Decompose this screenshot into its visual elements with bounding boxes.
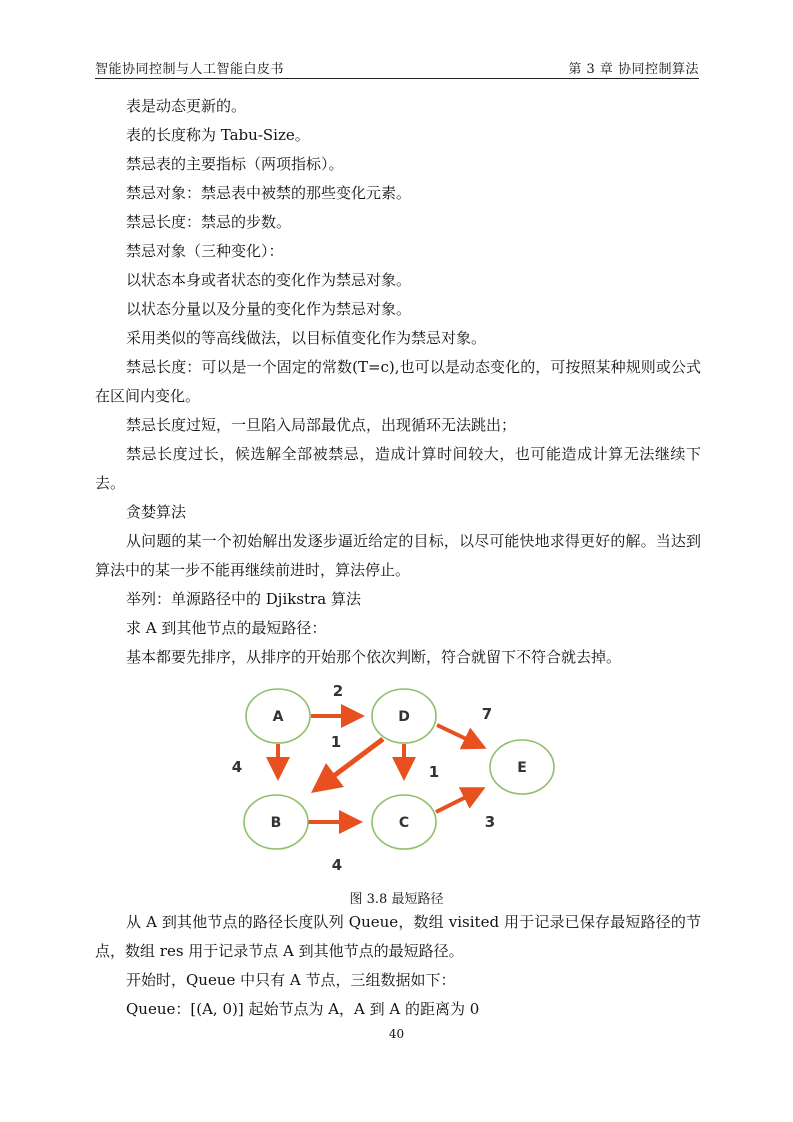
svg-text:A: A (272, 709, 284, 725)
weight-d-e: 7 (481, 705, 493, 723)
paragraph: 基本都要先排序，从排序的开始那个依次判断，符合就留下不符合就去掉。 (126, 648, 622, 666)
node-c (372, 795, 436, 849)
paragraph: 开始时，Queue 中只有 A 节点，三组数据如下： (126, 971, 456, 989)
paragraph: 禁忌对象：禁忌表中被禁的那些变化元素。 (126, 184, 412, 202)
weight-a-d: 2 (332, 682, 344, 700)
body-text-bottom (95, 908, 701, 1024)
node-a (246, 689, 310, 743)
chapter-title: 第 3 章 协同控制算法 (568, 62, 699, 77)
page-header (95, 56, 699, 79)
weight-d-b: 1 (330, 733, 342, 751)
paragraph: 举列：单源路径中的 Djikstra 算法 (126, 590, 361, 608)
svg-text:D: D (398, 709, 410, 725)
node-d (372, 689, 436, 743)
weight-d-c: 1 (428, 763, 440, 781)
shortest-path-diagram (205, 677, 593, 882)
weight-c-e: 3 (484, 813, 496, 831)
paragraph: 禁忌长度：禁忌的步数。 (126, 213, 292, 231)
paragraph: 以状态本身或者状态的变化作为禁忌对象。 (126, 271, 412, 289)
paragraph: 求 A 到其他节点的最短路径： (126, 619, 327, 637)
paragraph: 禁忌长度过短，一旦陷入局部最优点，出现循环无法跳出； (126, 416, 517, 434)
svg-text:E: E (517, 760, 527, 776)
paragraph: 禁忌表的主要指标（两项指标）。 (126, 155, 344, 173)
node-b (244, 795, 308, 849)
figure-caption: 图 3.8 最短路径 (349, 892, 444, 907)
paragraph: 贪婪算法 (126, 503, 187, 521)
weight-a-b: 4 (231, 758, 243, 776)
svg-text:B: B (270, 815, 282, 831)
page-number: 40 (388, 1027, 405, 1041)
paragraph: 表是动态更新的。 (126, 97, 247, 115)
paragraph: 表的长度称为 Tabu-Size。 (126, 126, 310, 144)
paragraph: Queue：[(A, 0)] 起始节点为 A，A 到 A 的距离为 0 (126, 1000, 480, 1018)
book-title: 智能协同控制与人工智能白皮书 (95, 62, 285, 77)
paragraph: 从 A 到其他节点的路径长度队列 Queue，数组 visited 用于记录已保存最短路径的节点，数组 res 用于记录节点 A 到其他节点的最短路径。 (95, 913, 701, 960)
paragraph: 从问题的某一个初始解出发逐步逼近给定的目标，以尽可能快地求得更好的解。当达到算法中的某一步不能再继续前进时，算法停止。 (95, 532, 701, 579)
paragraph: 禁忌对象（三种变化）： (126, 242, 284, 260)
paragraph: 采用类似的等高线做法，以目标值变化作为禁忌对象。 (126, 329, 487, 347)
weight-b-c: 4 (331, 856, 343, 874)
paragraph: 以状态分量以及分量的变化作为禁忌对象。 (126, 300, 412, 318)
body-text-top (95, 92, 701, 672)
paragraph: 禁忌长度过长，候选解全部被禁忌，造成计算时间较大，也可能造成计算无法继续下去。 (95, 445, 701, 492)
node-e (490, 740, 554, 794)
paragraph: 禁忌长度：可以是一个固定的常数(T=c),也可以是动态变化的，可按照某种规则或公式在区间内变化。 (95, 358, 701, 405)
svg-text:C: C (398, 815, 410, 831)
